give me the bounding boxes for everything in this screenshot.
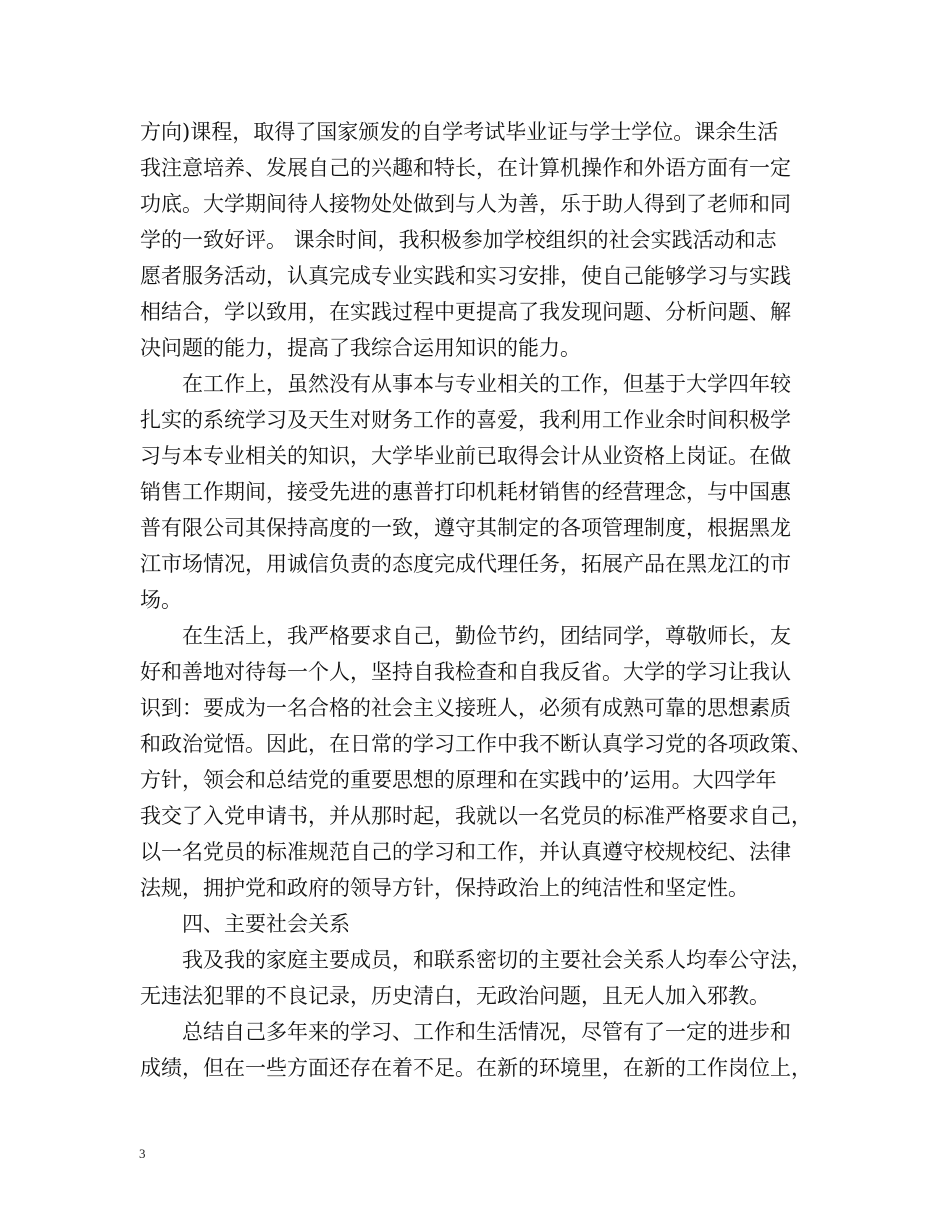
text-line: 江市场情况，用诚信负责的态度完成代理任务，拓展产品在黑龙江的市 (140, 552, 791, 576)
text-line: 我注意培养、发展自己的兴趣和特长，在计算机操作和外语方面有一定 (140, 156, 791, 180)
text-line: 我交了入党申请书，并从那时起，我就以一名党员的标准严格要求自己， (140, 804, 812, 828)
text-line: 方向)课程，取得了国家颁发的自学考试毕业证与学士学位。课余生活 (140, 120, 779, 144)
text-line: 以一名党员的标准规范自己的学习和工作，并认真遵守校规校纪、法律 (140, 840, 791, 864)
document-body (140, 114, 830, 1086)
text-line: 扎实的系统学习及天生对财务工作的喜爱，我利用工作业余时间积极学 (140, 408, 791, 432)
text-line: 方针，领会和总结党的重要思想的原理和在实践中的’运用。大四学年 (140, 768, 777, 792)
text-line: 无违法犯罪的不良记录，历史清白，无政治问题，且无人加入邪教。 (140, 984, 770, 1008)
section-heading: 四、主要社会关系 (182, 912, 350, 936)
text-line: 场。 (140, 588, 182, 612)
text-line: 功底。大学期间待人接物处处做到与人为善，乐于助人得到了老师和同 (140, 192, 791, 216)
paragraph-first-line: 我及我的家庭主要成员，和联系密切的主要社会关系人均奉公守法， (182, 948, 812, 972)
text-line: 普有限公司其保持高度的一致，遵守其制定的各项管理制度，根据黑龙 (140, 516, 791, 540)
paragraph-first-line: 在生活上，我严格要求自己，勤俭节约，团结同学，尊敬师长，友 (182, 624, 791, 648)
text-line: 法规，拥护党和政府的领导方针，保持政治上的纯洁性和坚定性。 (140, 876, 749, 900)
text-line: 成绩，但在一些方面还存在着不足。在新的环境里，在新的工作岗位上， (140, 1056, 812, 1080)
paragraph-first-line: 在工作上，虽然没有从事本与专业相关的工作，但基于大学四年较 (182, 372, 791, 396)
text-line: 销售工作期间，接受先进的惠普打印机耗材销售的经营理念，与中国惠 (140, 480, 791, 504)
text-line: 识到：要成为一名合格的社会主义接班人，必须有成熟可靠的思想素质 (140, 696, 791, 720)
page-number: 3 (139, 1146, 146, 1161)
text-line: 学的一致好评。 课余时间，我积极参加学校组织的社会实践活动和志 (140, 228, 777, 252)
text-line: 和政治觉悟。因此，在日常的学习工作中我不断认真学习党的各项政策、 (140, 732, 812, 756)
text-line: 好和善地对待每一个人，坚持自我检查和自我反省。大学的学习让我认 (140, 660, 791, 684)
text-line: 愿者服务活动，认真完成专业实践和实习安排，使自己能够学习与实践 (140, 264, 791, 288)
paragraph-first-line: 总结自己多年来的学习、工作和生活情况，尽管有了一定的进步和 (182, 1020, 791, 1044)
text-line: 决问题的能力，提高了我综合运用知识的能力。 (140, 336, 581, 360)
text-line: 习与本专业相关的知识，大学毕业前已取得会计从业资格上岗证。在做 (140, 444, 791, 468)
text-line: 相结合，学以致用，在实践过程中更提高了我发现问题、分析问题、解 (140, 300, 791, 324)
